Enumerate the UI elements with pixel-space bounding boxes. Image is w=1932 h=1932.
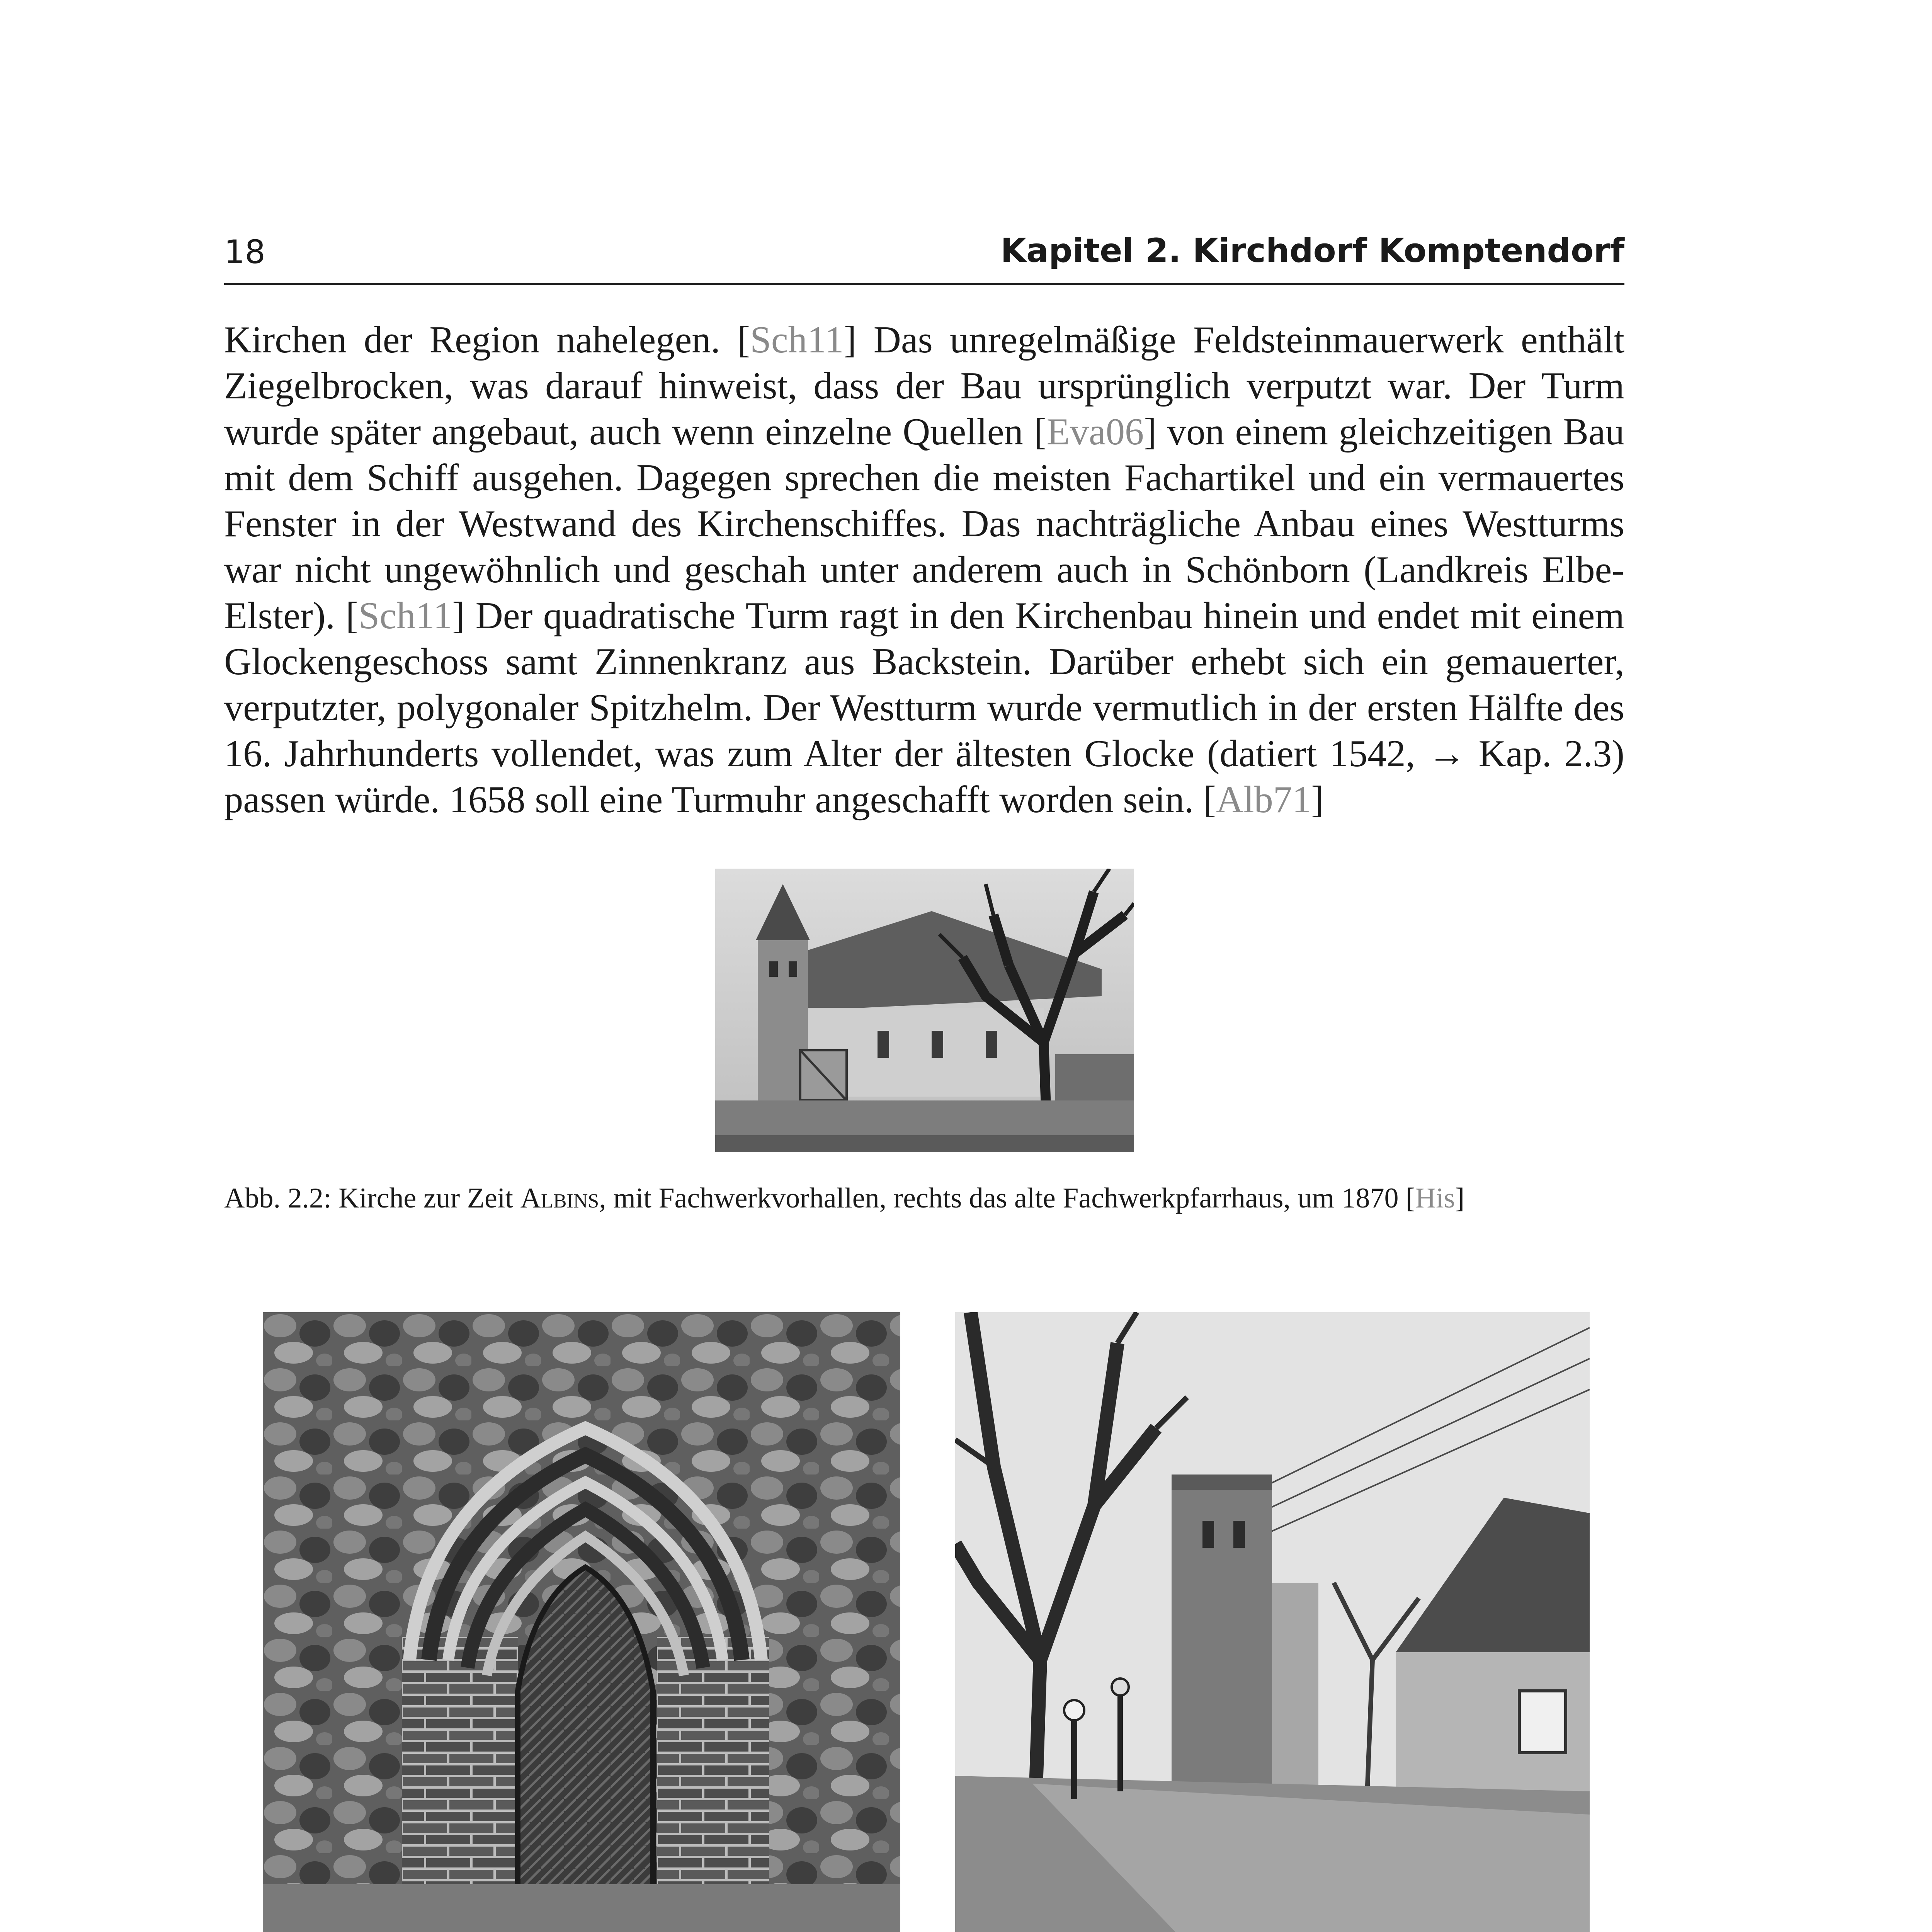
tower-road-photo: [955, 1312, 1590, 1932]
church-photo-1870: [715, 869, 1134, 1152]
text-line: mit dem Schiff ausgehen. Dagegen sprechen die meisten Fachartikel und ein vermauertes: [224, 457, 1624, 499]
paragraph-1: [224, 317, 1624, 823]
text: Kirchen der Region nahelegen.: [224, 319, 738, 361]
text: Elster).: [224, 595, 346, 637]
text-line: Fenster in der Westwand des Kirchenschiffes. Das nachträgliche Anbau eines Westturms: [224, 503, 1624, 545]
text-line: Glockengeschoss samt Zinnenkranz aus Backstein. Darüber erhebt sich ein gemauerter,: [224, 641, 1624, 683]
citation[interactable]: [Sch11]: [737, 319, 857, 361]
citation[interactable]: [His]: [1405, 1182, 1465, 1214]
text: passen würde. 1658 soll eine Turmuhr angeschafft worden sein.: [224, 779, 1204, 821]
text: von einem gleichzeitigen Bau: [1156, 411, 1624, 453]
text: Der quadratische Turm ragt in den Kirchenbau hinein und endet mit einem: [465, 595, 1624, 637]
header-rule: [224, 283, 1624, 285]
text-line: war nicht ungewöhnlich und geschah unter anderem auch in Schönborn (Landkreis Elbe-: [224, 549, 1624, 591]
citation[interactable]: [Eva06]: [1034, 411, 1157, 453]
chapter-title: Kapitel 2. Kirchdorf Komptendorf: [1000, 231, 1624, 270]
portal-photo: [263, 1312, 900, 1932]
text: Das unregelmäßige Feldsteinmauerwerk enthält: [856, 319, 1624, 361]
citation[interactable]: [Sch11]: [345, 595, 465, 637]
text-line: verputzter, polygonaler Spitzhelm. Der Westturm wurde vermutlich in der ersten Hälfte des: [224, 687, 1624, 729]
text-line: Ziegelbrocken, was darauf hinweist, dass der Bau ursprünglich verputzt war. Der Turm: [224, 365, 1624, 407]
text: wurde später angebaut, auch wenn einzelne Quellen: [224, 411, 1034, 453]
citation[interactable]: [Alb71]: [1203, 779, 1324, 821]
text-line: 16. Jahrhunderts vollendet, was zum Alter der ältesten Glocke (datiert 1542, → Kap. 2.3): [224, 733, 1624, 775]
figure-2-2-caption: Abb. 2.2: Kirche zur Zeit Albins, mit Fachwerkvorhallen, rechts das alte Fachwerkpfarrhaus, um 1870 [His]: [224, 1182, 1465, 1214]
page-number: 18: [224, 233, 265, 271]
